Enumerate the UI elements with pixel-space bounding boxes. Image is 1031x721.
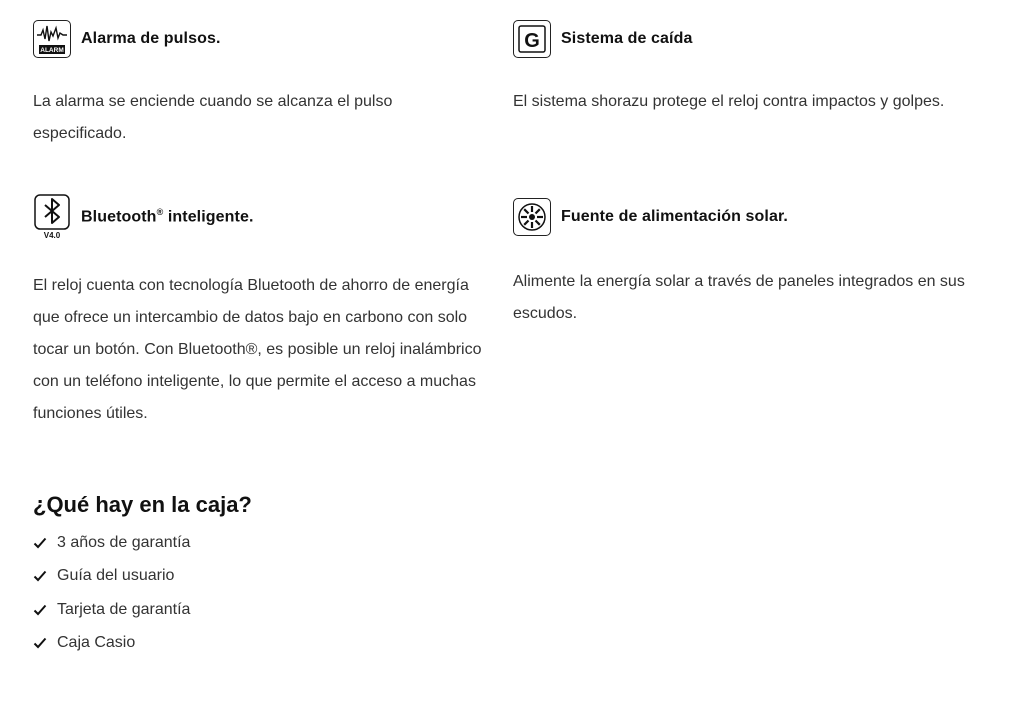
checkmark-icon [33, 604, 49, 616]
list-item-label: Guía del usuario [57, 567, 175, 585]
feature-title: Alarma de pulsos. [81, 30, 221, 47]
feature-header [513, 194, 973, 240]
svg-text:G: G [524, 30, 540, 52]
feature-title: Fuente de alimentación solar. [561, 208, 788, 225]
svg-text:ALARM: ALARM [40, 47, 64, 54]
feature-description: El reloj cuenta con tecnología Bluetooth de ahorro de energía que ofrece un intercambio de datos bajo en carbono con solo tocar un botón. Con Bluetooth®, es posible un reloj inalámbrico con un teléfono inteligente, lo que permite el acceso a muchas funciones útiles. [33, 277, 482, 422]
checkmark-icon [33, 637, 49, 649]
list-item [33, 526, 533, 560]
feature-solar-power [513, 194, 973, 330]
bluetooth-icon [33, 194, 71, 240]
feature-header [513, 16, 973, 62]
list-item-label: Caja Casio [57, 634, 136, 652]
feature-title: Bluetooth® inteligente. [81, 207, 254, 226]
box-contents-heading: ¿Qué hay en la caja? [33, 492, 252, 517]
feature-description: Alimente la energía solar a través de paneles integrados en sus escudos. [513, 273, 965, 322]
solar-power-icon [513, 198, 551, 236]
feature-header [33, 16, 483, 62]
checkmark-icon [33, 537, 49, 549]
feature-header [33, 194, 483, 240]
pulse-alarm-icon [33, 20, 71, 58]
list-item [33, 627, 533, 661]
box-contents-list [33, 526, 533, 660]
box-contents-section [33, 492, 533, 660]
checkmark-icon [33, 570, 49, 582]
feature-pulse-alarm [33, 16, 483, 150]
feature-description: El sistema shorazu protege el reloj contra impactos y golpes. [513, 93, 945, 110]
feature-fall-system [513, 16, 973, 118]
feature-bluetooth [33, 194, 483, 430]
list-item [33, 560, 533, 594]
feature-description: La alarma se enciende cuando se alcanza el pulso especificado. [33, 93, 393, 142]
svg-text:V4.0: V4.0 [43, 231, 61, 240]
list-item-label: Tarjeta de garantía [57, 600, 191, 618]
list-item-label: 3 años de garantía [57, 533, 191, 551]
feature-title: Sistema de caída [561, 30, 693, 47]
g-shock-icon [513, 20, 551, 58]
list-item [33, 593, 533, 627]
